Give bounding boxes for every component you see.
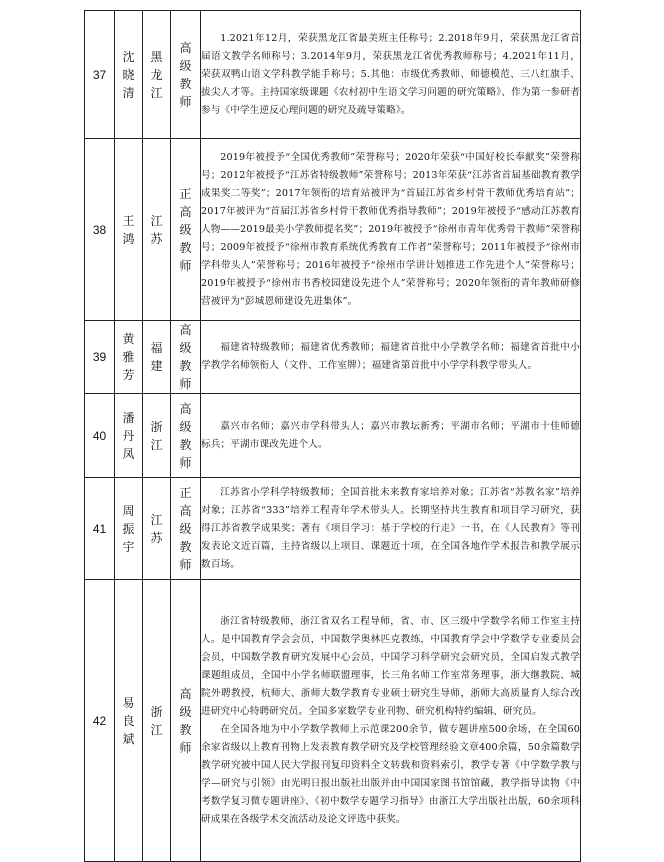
table-row <box>85 321 581 394</box>
achievements-cell <box>201 478 581 580</box>
title-cell-char: 教 <box>179 437 192 452</box>
row-number: 40 <box>85 394 115 478</box>
province-cell-char: 苏 <box>150 231 163 246</box>
achievement-paragraph: 在全国各地为中小学数学教师上示范课200余节，做专题讲座500余场，在全国60余家省级以上教育刊物上发表教育教学研究及学校管理经验文章400余篇，50余篇数学教学研究被中国人民大学报刊复印资料全文转载和资料索引，教学专著《中学数学教与学—研究与引领》由光明日报出版社出版并由中国国家图书馆馆藏，教学指导读物《中考数学复习微专题讲座》、《初中数学专题学习指导》由浙江大学出版社出版，60余项科研成果在各级学术交流活动及论文评选中获奖。 <box>201 723 580 825</box>
title-cell-char: 正 <box>179 485 192 500</box>
title-cell-char: 正 <box>179 186 192 201</box>
province-cell-char: 江 <box>150 437 163 452</box>
person-name-char: 清 <box>122 85 135 100</box>
person-name-char: 芳 <box>122 368 135 382</box>
title-cell-char: 级 <box>179 521 192 536</box>
achievement-paragraph: 江苏省小学科学特级教师；全国首批未来教育家培养对象；江苏省“苏教名家”培养对象；江苏省“333”培养工程青年学术带头人。长期坚持共生教育和项目学习研究，获得江苏省教学成果奖；著有《项目学习：基于学校的行走》一书，在《人民教育》等刊发表论文近百篇，主持省级以上项目、课题近十项，在全国各地作学术报告和教学展示数百场。 <box>201 486 580 570</box>
title-cell <box>171 478 201 580</box>
table-row <box>85 580 581 862</box>
person-name-char: 良 <box>122 713 135 728</box>
achievements-cell <box>201 11 581 139</box>
person-name <box>115 11 143 139</box>
province-cell <box>143 478 171 580</box>
province-cell-char: 浙 <box>150 704 163 719</box>
title-cell <box>171 580 201 862</box>
title-cell <box>171 139 201 321</box>
row-number: 37 <box>85 11 115 139</box>
province-cell-char: 建 <box>150 359 163 373</box>
person-name-char: 振 <box>122 521 135 536</box>
title-cell-char: 高 <box>179 40 192 55</box>
person-name <box>115 580 143 862</box>
title-cell-char: 教 <box>179 722 192 737</box>
title-cell-char: 高 <box>179 503 192 518</box>
title-cell-char: 师 <box>179 377 192 391</box>
title-cell-char: 级 <box>179 58 192 73</box>
person-name <box>115 139 143 321</box>
achievement-paragraph: 嘉兴市名师；嘉兴市学科带头人；嘉兴市教坛新秀；平湖市名师；平湖市十佳师德标兵；平湖市课改先进个人。 <box>201 420 580 450</box>
title-cell <box>171 394 201 478</box>
table-row <box>85 139 581 321</box>
person-name-char: 斌 <box>122 731 135 746</box>
title-cell-char: 教 <box>179 539 192 554</box>
person-name-char: 雅 <box>122 350 135 364</box>
province-cell-char: 龙 <box>150 67 163 82</box>
province-cell-char: 江 <box>150 722 163 737</box>
awards-table <box>84 10 581 862</box>
title-cell-char: 师 <box>179 740 192 755</box>
title-cell-char: 高 <box>179 401 192 416</box>
person-name <box>115 321 143 394</box>
province-cell-char: 福 <box>150 341 163 355</box>
person-name-char: 黄 <box>122 332 135 346</box>
title-cell-char: 师 <box>179 557 192 572</box>
person-name <box>115 394 143 478</box>
province-cell-char: 江 <box>150 512 163 527</box>
row-number: 41 <box>85 478 115 580</box>
title-cell-char: 高 <box>179 686 192 701</box>
title-cell-char: 教 <box>179 76 192 91</box>
province-cell <box>143 139 171 321</box>
person-name-char: 王 <box>122 213 135 228</box>
title-cell-char: 师 <box>179 455 192 470</box>
title-cell-char: 级 <box>179 419 192 434</box>
achievement-paragraph: 浙江省特级教师，浙江省双名工程导师，省、市、区三级中学数学名师工作室主持人。是中国教育学会会员，中国数学奥林匹克教练，中国教育学会中学数学专业委员会会员，中国数学教育研究发展中心会员，中国学习科学研究会研究员，全国启发式教学课题组成员，全国中小学名师联盟理事，长三角名师工作室常务理事，浙大继教院、城院外聘教授，杭师大、浙师大数学教育专业硕士研究生导师，浙师大高质量育人综合改进研究中心特聘研究员。全国多家数学专业刊物、研究机构特约编辑、研究员。 <box>201 615 580 717</box>
achievements-cell <box>201 394 581 478</box>
title-cell-char: 级 <box>179 222 192 237</box>
person-name-char: 沈 <box>122 49 135 64</box>
province-cell <box>143 394 171 478</box>
row-number: 42 <box>85 580 115 862</box>
person-name-char: 易 <box>122 695 135 710</box>
person-name-char: 潘 <box>122 410 135 425</box>
title-cell <box>171 11 201 139</box>
table-row <box>85 11 581 139</box>
title-cell-char: 师 <box>179 94 192 109</box>
province-cell <box>143 580 171 862</box>
achievement-paragraph: 2019年被授予“全国优秀教师”荣誉称号；2020年荣获“中国好校长奉献奖”荣誉称号；2012年被授予“江苏省特级教师”荣誉称号；2013年荣获“江苏省首届基础教育教学成果奖二等奖”；2017年领衔的培育站被评为“首届江苏省乡村骨干教师优秀培育站”；2017年被评为“首届江苏省乡村骨干教师优秀指导教师”；2019年被授予“感动江苏教育人物——2019最美小学教师提名奖”；2019年被授予“徐州市青年优秀骨干教师”荣誉称号；2009年被授予“徐州市教育系统优秀教育工作者”荣誉称号；2011年被授予“徐州市学科带头人”荣誉称号；2016年被授予“徐州市学讲计划推进工作先进个人”荣誉称号；2019年被授予“徐州市书香校园建设先进个人”荣誉称号；2020年领衔的青年教师研修营被评为“彭城恩师建设先进集体”。 <box>201 151 580 307</box>
province-cell-char: 黑 <box>150 49 163 64</box>
province-cell <box>143 321 171 394</box>
title-cell <box>171 321 201 394</box>
achievements-cell <box>201 321 581 394</box>
title-cell-char: 高 <box>179 204 192 219</box>
table-row <box>85 478 581 580</box>
achievement-paragraph: 1.2021年12月，荣获黑龙江省最美班主任称号；2.2018年9月，荣获黑龙江省首届语文教学名师称号；3.2014年9月，荣获黑龙江省优秀教师称号；4.2021年11月，荣获双鸭山语文学科教学能手称号；5.其他：市级优秀教师、师德模范、三八红旗手、拔尖人才等。主持国家级课题《农村初中生语文学习问题的研究策略》、作为第一参研者参与《中学生逆反心理问题的研究及疏导策略》。 <box>201 32 580 116</box>
province-cell <box>143 11 171 139</box>
province-cell-char: 浙 <box>150 419 163 434</box>
province-cell-char: 江 <box>150 213 163 228</box>
province-cell-char: 江 <box>150 85 163 100</box>
person-name-char: 凤 <box>122 446 135 461</box>
title-cell-char: 教 <box>179 240 192 255</box>
title-cell-char: 教 <box>179 359 192 373</box>
person-name-char: 晓 <box>122 67 135 82</box>
title-cell-char: 师 <box>179 258 192 273</box>
person-name-char: 鸿 <box>122 231 135 246</box>
province-cell-char: 苏 <box>150 530 163 545</box>
person-name-char: 丹 <box>122 428 135 443</box>
person-name-char: 周 <box>122 503 135 518</box>
achievements-cell <box>201 139 581 321</box>
person-name <box>115 478 143 580</box>
title-cell-char: 高 <box>179 323 192 337</box>
row-number: 38 <box>85 139 115 321</box>
table-row <box>85 394 581 478</box>
person-name-char: 宇 <box>122 539 135 554</box>
title-cell-char: 级 <box>179 341 192 355</box>
achievement-paragraph: 福建省特级教师；福建省优秀教师；福建省首批中小学教学名师；福建省首批中小学教学名师领衔人（文件、工作室牌）；福建省第首批中小学学科教学带头人。 <box>201 342 580 371</box>
achievements-cell <box>201 580 581 862</box>
row-number: 39 <box>85 321 115 394</box>
title-cell-char: 级 <box>179 704 192 719</box>
